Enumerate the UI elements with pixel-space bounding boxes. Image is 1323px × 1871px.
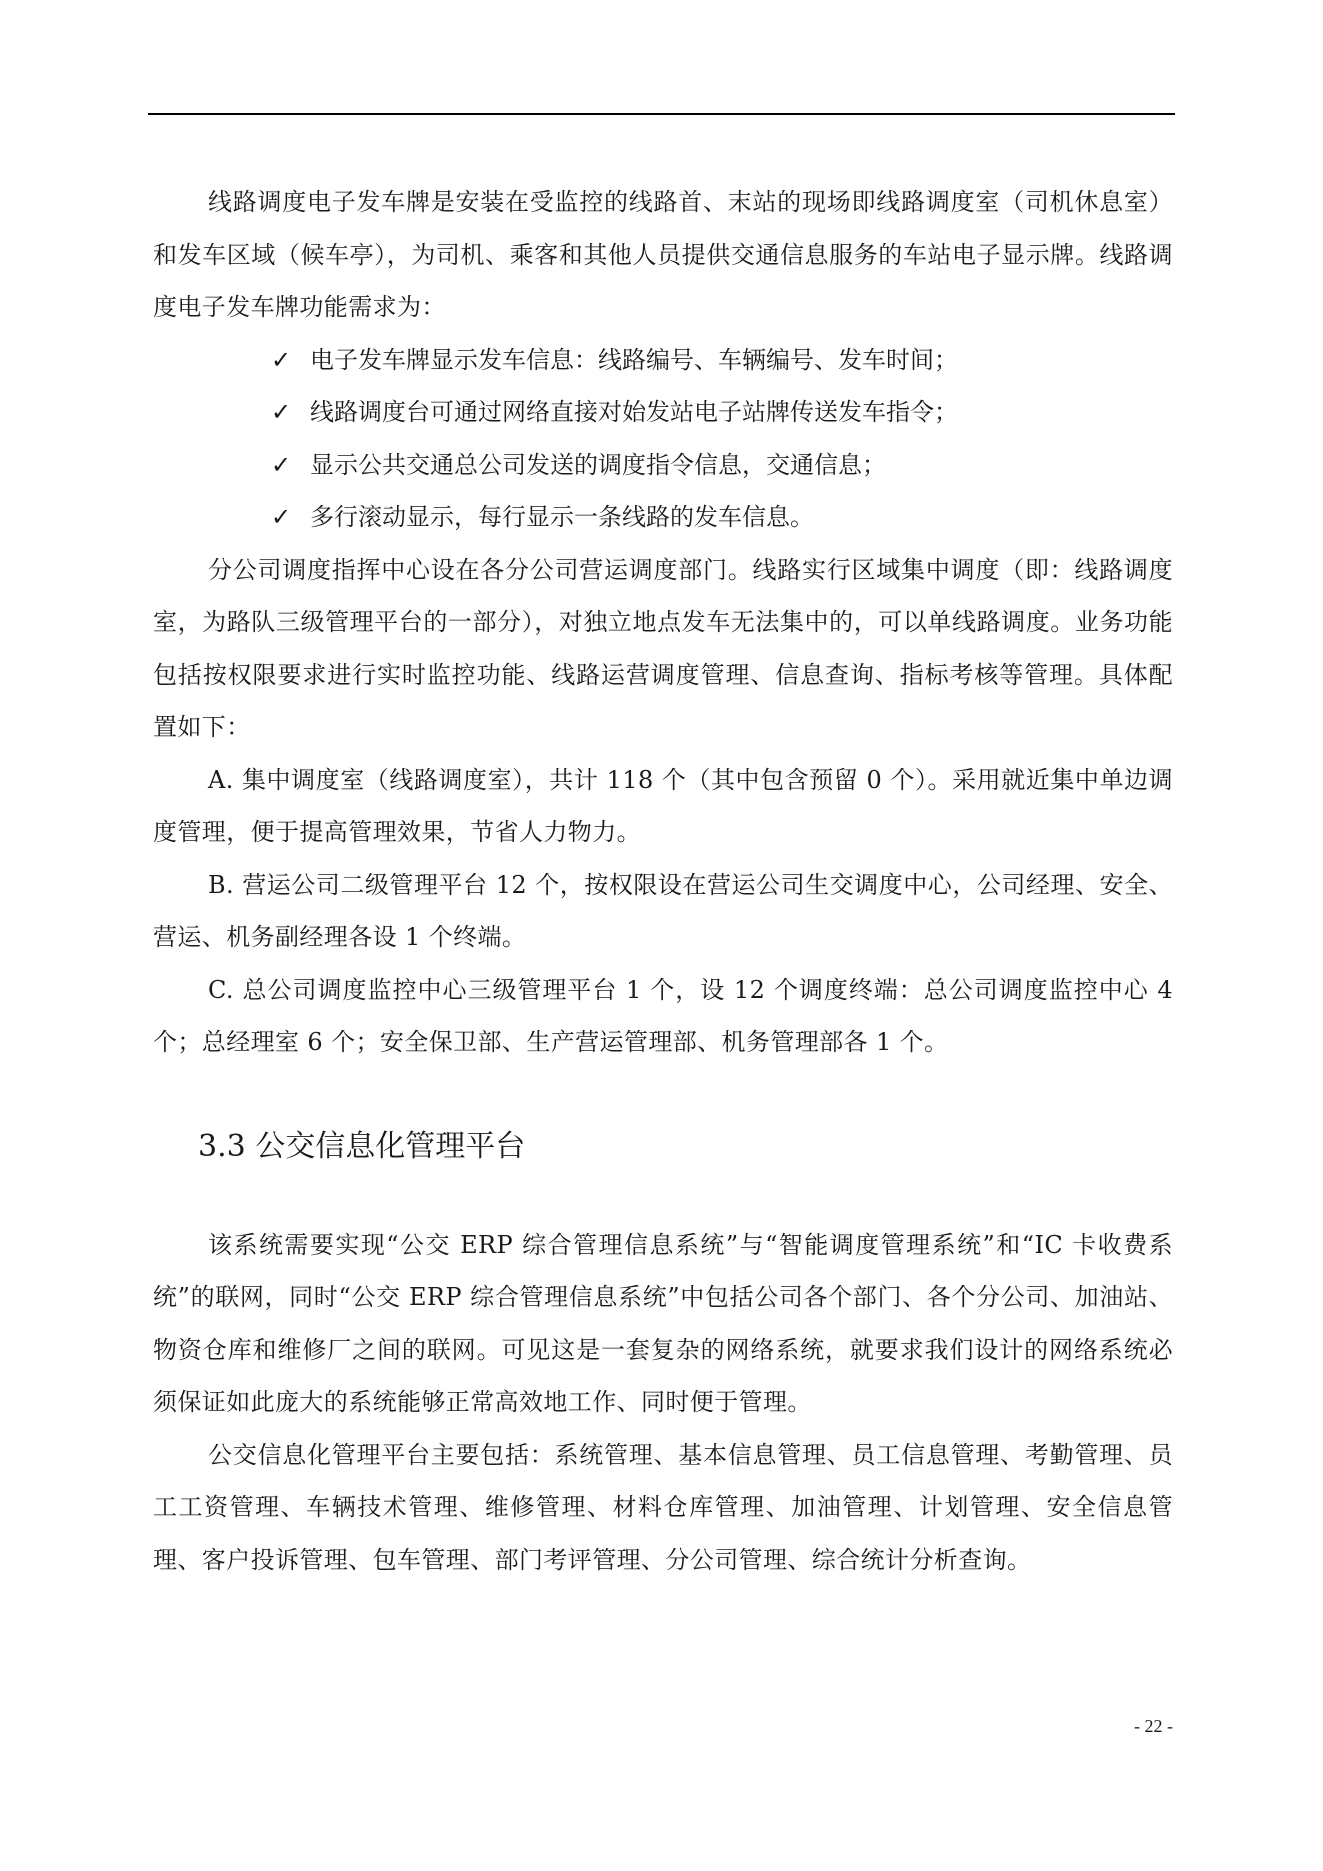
platform-paragraph: 公交信息化管理平台主要包括：系统管理、基本信息管理、员工信息管理、考勤管理、员工工资管理、车辆技术管理、维修管理、材料仓库管理、加油管理、计划管理、安全信息管理、客户投诉管理、包车管理、部门考评管理、分公司管理、综合统计分析查询。	[153, 1440, 1173, 1574]
checkmark-icon: ✓	[270, 450, 292, 479]
branch-center-paragraph: 分公司调度指挥中心设在各分公司营运调度部门。线路实行区域集中调度（即：线路调度室，为路队三级管理平台的一部分），对独立地点发车无法集中的，可以单线路调度。业务功能包括按权限要求进行实时监控功能、线路运营调度管理、信息查询、指标考核等管理。具体配置如下：	[153, 555, 1173, 741]
header-rule	[148, 113, 1175, 115]
section-heading: 3.3 公交信息化管理平台	[198, 1128, 526, 1164]
list-item	[153, 386, 1173, 439]
checkmark-icon: ✓	[270, 503, 292, 531]
list-item-text: 多行滚动显示，每行显示一条线路的发车信息。	[310, 503, 814, 531]
list-item-text: 电子发车牌显示发车信息：线路编号、车辆编号、发车时间；	[310, 345, 958, 374]
config-item-c: C. 总公司调度监控中心三级管理平台 1 个，设 12 个调度终端：总公司调度监控中心 4 个；总经理室 6 个；安全保卫部、生产营运管理部、机务管理部各 1 个。	[153, 975, 1173, 1056]
config-item-a: A. 集中调度室（线路调度室），共计 118 个（其中包含预留 0 个）。采用就近集中单边调度管理，便于提高管理效果，节省人力物力。	[153, 765, 1173, 846]
list-item	[153, 439, 1173, 492]
list-item-text: 显示公共交通总公司发送的调度指令信息，交通信息；	[310, 450, 886, 479]
document-body	[153, 176, 1173, 1586]
erp-paragraph: 该系统需要实现“公交 ERP 综合管理信息系统”与“智能调度管理系统”和“IC 卡收费系统”的联网，同时“公交 ERP 综合管理信息系统”中包括公司各个部门、各个分公司、加油站、物资仓库和维修厂之间的联网。可见这是一套复杂的网络系统，就要求我们设计的网络系统必须保证如此庞大的系统能够正常高效地工作、同时便于管理。	[153, 1230, 1173, 1416]
list-item	[153, 334, 1173, 387]
config-item-b: B. 营运公司二级管理平台 12 个，按权限设在营运公司生交调度中心，公司经理、安全、营运、机务副经理各设 1 个终端。	[153, 870, 1173, 951]
list-item	[153, 491, 1173, 544]
page-number: - 22 -	[1134, 1716, 1173, 1736]
list-item-text: 线路调度台可通过网络直接对始发站电子站牌传送发车指令；	[310, 398, 958, 426]
intro-paragraph: 线路调度电子发车牌是安装在受监控的线路首、末站的现场即线路调度室（司机休息室）和发车区域（候车亭），为司机、乘客和其他人员提供交通信息服务的车站电子显示牌。线路调度电子发车牌功能需求为：	[153, 188, 1173, 321]
checkmark-icon: ✓	[270, 345, 292, 374]
checkmark-icon: ✓	[270, 398, 292, 426]
check-list	[153, 334, 1173, 544]
